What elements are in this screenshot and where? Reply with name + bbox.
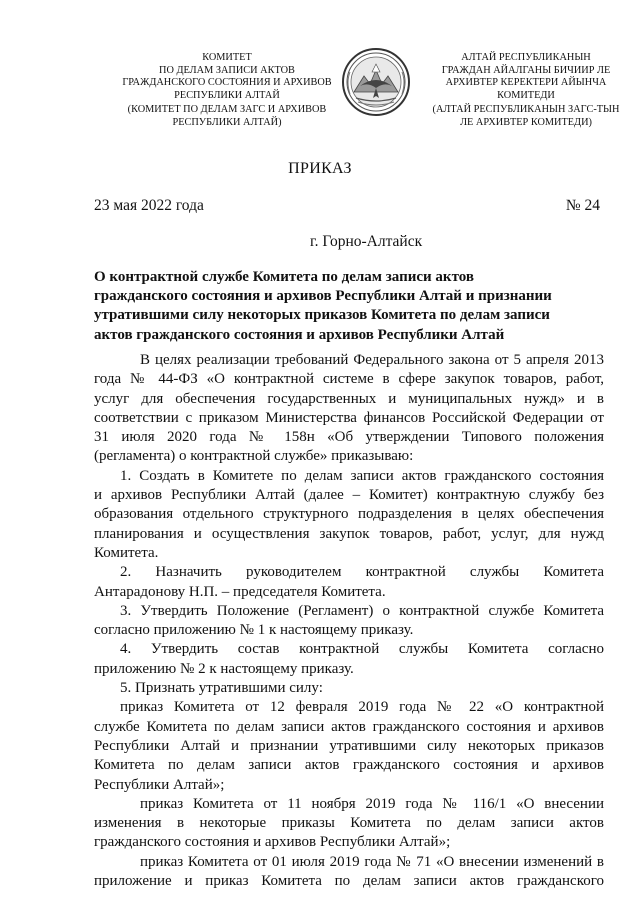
- body-line: изменения в некоторые приказы Комитета по делам записи актов: [94, 815, 604, 832]
- body-line: В целях реализации требований Федерального закона от 5 апреля 2013: [140, 352, 604, 368]
- heading-line: гражданского состояния и архивов Республики Алтай и признании: [94, 288, 552, 305]
- body-line: 3. Утвердить Положение (Регламент) о контрактной службе Комитета: [120, 602, 604, 619]
- header-left-line: ПО ДЕЛАМ ЗАПИСИ АКТОВ: [159, 64, 295, 76]
- body-line: 31 июля 2020 года № 158н «Об утверждении Типового положения: [94, 429, 604, 446]
- header-left-line: РЕСПУБЛИКИ АЛТАЙ): [172, 116, 282, 128]
- header-left-line: КОМИТЕТ: [202, 52, 252, 63]
- body-line: Республики Алтай и признании утратившими силу некоторых приказов: [94, 737, 604, 754]
- body-line: Антарадонову Н.П. – председателя Комитета.: [94, 583, 386, 600]
- body-line: Комитета.: [94, 544, 159, 561]
- header-left-line: РЕСПУБЛИКИ АЛТАЙ: [174, 89, 280, 101]
- document-body: [94, 351, 604, 891]
- body-line: гражданского состояния и архивов Республики Алтай»;: [94, 834, 451, 851]
- header-left-line: (КОМИТЕТ ПО ДЕЛАМ ЗАГС И АРХИВОВ: [127, 104, 327, 116]
- body-line: 2. Назначить руководителем контрактной службы Комитета: [120, 564, 604, 581]
- body-line: (регламента) о контрактной службе» приказываю:: [94, 448, 414, 465]
- header-right-line: ЛЕ АРХИВТЕР КОМИТЕДИ): [460, 116, 592, 128]
- header-left: [112, 52, 342, 130]
- body-line: Республики Алтай»;: [94, 776, 225, 793]
- header-left-line: ГРАЖДАНСКОГО СОСТОЯНИЯ И АРХИВОВ: [122, 77, 332, 89]
- body-line: соответствии с приказом Министерства финансов Российской Федерации от: [94, 409, 604, 426]
- header-right: [410, 52, 640, 130]
- heading-line: актов гражданского состояния и архивов Республики Алтай: [94, 326, 505, 343]
- body-line: приказ Комитета от 12 февраля 2019 года № 22 «О контрактной: [120, 699, 604, 716]
- header-right-line: (АЛТАЙ РЕСПУБЛИКАНЫН ЗАГС-ТЫН: [432, 104, 620, 116]
- header-right-line: КОМИТЕДИ: [497, 89, 555, 101]
- body-line: 4. Утвердить состав контрактной службы Комитета согласно: [120, 641, 604, 658]
- header-right-line: ГРАЖДАН АЙАЛГАНЫ БИЧИИР ЛЕ: [441, 64, 611, 76]
- document-heading: [94, 268, 604, 345]
- header-right-line: АРХИВТЕР КЕРЕКТЕРИ АЙЫНЧА: [445, 77, 607, 89]
- body-line: услуг для обеспечения государственных и муниципальных нужд» и в: [94, 390, 604, 407]
- body-line: 1. Создать в Комитете по делам записи актов гражданского состояния: [120, 467, 604, 484]
- document-city: г. Горно-Алтайск: [310, 233, 423, 250]
- heading-line: утратившими силу некоторых приказов Комитета по делам записи: [94, 307, 550, 324]
- body-line: согласно приложению № 1 к настоящему приказу.: [94, 622, 414, 639]
- body-line: приказ Комитета от 11 ноября 2019 года № 116/1 «О внесении: [140, 795, 604, 812]
- document-title: ПРИКАЗ: [288, 160, 352, 177]
- coat-of-arms-emblem: [340, 42, 412, 122]
- body-line: службе Комитета по делам записи актов гражданского состояния и архивов: [94, 718, 604, 735]
- heading-line: О контрактной службе Комитета по делам записи актов: [94, 269, 474, 285]
- body-line: приложению № 2 к настоящему приказу.: [94, 660, 354, 677]
- header-right-line: АЛТАЙ РЕСПУБЛИКАНЫН: [461, 52, 591, 63]
- body-line: 5. Признать утратившими силу:: [120, 680, 323, 697]
- body-line: планирования и осуществления закупок товаров, работ, услуг, для нужд: [94, 525, 604, 542]
- body-line: и архивов Республики Алтай (далее – Комитет) контрактную службу без: [94, 487, 604, 504]
- body-line: образования отдельного структурного подразделения в целях обеспечения: [94, 506, 604, 523]
- body-line: Комитета по делам записи актов гражданского состояния и архивов: [94, 757, 604, 774]
- body-line: приложение и приказ Комитета по делам записи актов гражданского: [94, 873, 604, 890]
- body-line: приказ Комитета от 01 июля 2019 года № 71 «О внесении изменений в: [140, 853, 604, 870]
- document-date: 23 мая 2022 года: [94, 197, 204, 214]
- body-line: года № 44-ФЗ «О контрактной системе в сфере закупок товаров, работ,: [94, 371, 604, 388]
- document-number: № 24: [565, 197, 600, 214]
